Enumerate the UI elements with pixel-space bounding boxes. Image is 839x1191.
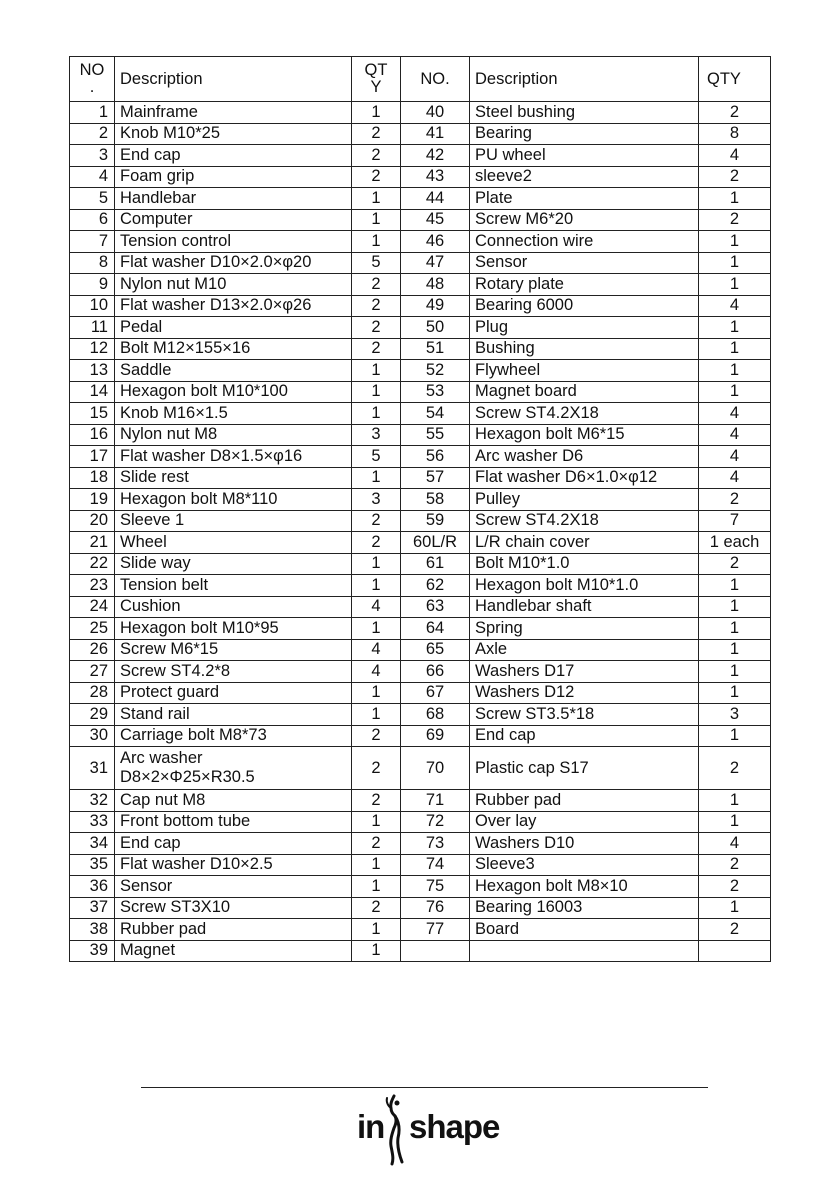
part-description: Carriage bolt M8*73: [115, 725, 352, 747]
part-quantity: 1: [352, 403, 401, 425]
header-qty: QT Y: [352, 57, 401, 102]
table-row: [70, 639, 771, 661]
part-quantity-2: 1: [699, 317, 771, 339]
part-description-2: [470, 940, 699, 962]
part-description-2: Rubber pad: [470, 790, 699, 812]
table-row: [70, 876, 771, 898]
part-quantity-2: 3: [699, 704, 771, 726]
part-description: End cap: [115, 833, 352, 855]
part-quantity-2: 1: [699, 596, 771, 618]
logo-text-shape: shape: [409, 1108, 500, 1145]
table-row: [70, 102, 771, 124]
part-description-2: Pulley: [470, 489, 699, 511]
table-row: [70, 489, 771, 511]
part-description-2: Flywheel: [470, 360, 699, 382]
part-number: 11: [70, 317, 115, 339]
table-row: [70, 682, 771, 704]
part-number: 38: [70, 919, 115, 941]
part-number-2: 77: [401, 919, 470, 941]
table-row: [70, 811, 771, 833]
table-header-row: [70, 57, 771, 102]
part-description-2: Washers D10: [470, 833, 699, 855]
part-quantity: 2: [352, 510, 401, 532]
part-number: 25: [70, 618, 115, 640]
part-number: 33: [70, 811, 115, 833]
part-description: Saddle: [115, 360, 352, 382]
part-description: Pedal: [115, 317, 352, 339]
part-number: 28: [70, 682, 115, 704]
part-number: 2: [70, 123, 115, 145]
part-number-2: 70: [401, 747, 470, 790]
table-body: [70, 102, 771, 962]
part-quantity-2: 2: [699, 102, 771, 124]
part-quantity: 2: [352, 123, 401, 145]
part-quantity: 2: [352, 790, 401, 812]
table-row: [70, 446, 771, 468]
part-quantity-2: 1: [699, 811, 771, 833]
part-quantity: 3: [352, 489, 401, 511]
logo-text-in: in: [357, 1108, 385, 1145]
part-quantity: 2: [352, 295, 401, 317]
part-description-2: Hexagon bolt M10*1.0: [470, 575, 699, 597]
part-quantity-2: 8: [699, 123, 771, 145]
part-number-2: 65: [401, 639, 470, 661]
table-row: [70, 252, 771, 274]
part-number-2: 74: [401, 854, 470, 876]
part-quantity-2: 2: [699, 553, 771, 575]
part-number: 29: [70, 704, 115, 726]
part-number-2: 53: [401, 381, 470, 403]
part-description-2: Plastic cap S17: [470, 747, 699, 790]
part-description-2: Magnet board: [470, 381, 699, 403]
part-quantity: 2: [352, 725, 401, 747]
part-description-2: Flat washer D6×1.0×φ12: [470, 467, 699, 489]
part-number-2: 48: [401, 274, 470, 296]
part-quantity: 1: [352, 876, 401, 898]
part-number: 9: [70, 274, 115, 296]
part-number-2: 43: [401, 166, 470, 188]
part-number: 20: [70, 510, 115, 532]
part-number: 24: [70, 596, 115, 618]
table-row: [70, 166, 771, 188]
table-row: [70, 747, 771, 790]
part-description: Wheel: [115, 532, 352, 554]
part-description-2: Rotary plate: [470, 274, 699, 296]
table-row: [70, 618, 771, 640]
part-description-2: Spring: [470, 618, 699, 640]
part-quantity: 1: [352, 618, 401, 640]
part-number-2: 73: [401, 833, 470, 855]
part-description-2: Plug: [470, 317, 699, 339]
part-quantity-2: 2: [699, 747, 771, 790]
table-row: [70, 381, 771, 403]
part-quantity-2: 1: [699, 188, 771, 210]
part-quantity-2: 2: [699, 919, 771, 941]
part-description: Handlebar: [115, 188, 352, 210]
parts-table: [69, 56, 771, 962]
part-description-2: L/R chain cover: [470, 532, 699, 554]
part-number-2: 63: [401, 596, 470, 618]
table-row: [70, 833, 771, 855]
part-description-2: End cap: [470, 725, 699, 747]
part-description-2: Screw ST4.2X18: [470, 510, 699, 532]
part-quantity-2: 4: [699, 403, 771, 425]
part-description-2: Bearing: [470, 123, 699, 145]
part-number-2: 51: [401, 338, 470, 360]
part-quantity: 3: [352, 424, 401, 446]
part-quantity-2: [699, 940, 771, 962]
part-quantity: 4: [352, 661, 401, 683]
part-number: 1: [70, 102, 115, 124]
part-quantity: 2: [352, 338, 401, 360]
part-description-2: Bushing: [470, 338, 699, 360]
part-number-2: 66: [401, 661, 470, 683]
part-quantity: 1: [352, 467, 401, 489]
part-quantity: 1: [352, 575, 401, 597]
table-row: [70, 295, 771, 317]
part-number: 36: [70, 876, 115, 898]
part-quantity-2: 1: [699, 360, 771, 382]
part-quantity: 2: [352, 897, 401, 919]
part-description: Tension belt: [115, 575, 352, 597]
table-row: [70, 317, 771, 339]
part-quantity: 5: [352, 446, 401, 468]
part-description: Cap nut M8: [115, 790, 352, 812]
part-description-2: Sleeve3: [470, 854, 699, 876]
part-quantity: 1: [352, 209, 401, 231]
part-number-2: 76: [401, 897, 470, 919]
part-number-2: 40: [401, 102, 470, 124]
part-description-2: Axle: [470, 639, 699, 661]
table-row: [70, 725, 771, 747]
part-quantity-2: 1 each: [699, 532, 771, 554]
table-row: [70, 940, 771, 962]
part-number-2: 57: [401, 467, 470, 489]
part-number: 4: [70, 166, 115, 188]
part-quantity-2: 2: [699, 209, 771, 231]
part-number-2: 50: [401, 317, 470, 339]
table-row: [70, 145, 771, 167]
part-number: 30: [70, 725, 115, 747]
part-quantity-2: 1: [699, 338, 771, 360]
part-number: 35: [70, 854, 115, 876]
table-row: [70, 596, 771, 618]
part-number: 14: [70, 381, 115, 403]
part-description: Hexagon bolt M8*110: [115, 489, 352, 511]
part-quantity: 2: [352, 274, 401, 296]
part-quantity-2: 4: [699, 145, 771, 167]
part-quantity: 1: [352, 854, 401, 876]
part-description-2: Hexagon bolt M8×10: [470, 876, 699, 898]
table-row: [70, 424, 771, 446]
part-number: 5: [70, 188, 115, 210]
part-description-2: Arc washer D6: [470, 446, 699, 468]
header-no: NO .: [70, 57, 115, 102]
part-number: 23: [70, 575, 115, 597]
table-row: [70, 854, 771, 876]
footer-divider: [141, 1087, 708, 1088]
table-row: [70, 209, 771, 231]
table-row: [70, 123, 771, 145]
part-number-2: 55: [401, 424, 470, 446]
part-quantity-2: 1: [699, 790, 771, 812]
part-quantity-2: 2: [699, 854, 771, 876]
part-number: 18: [70, 467, 115, 489]
part-description: Stand rail: [115, 704, 352, 726]
part-quantity-2: 4: [699, 833, 771, 855]
part-number-2: 58: [401, 489, 470, 511]
part-description-2: Over lay: [470, 811, 699, 833]
part-quantity: 1: [352, 188, 401, 210]
part-quantity-2: 1: [699, 575, 771, 597]
part-description-2: Hexagon bolt M6*15: [470, 424, 699, 446]
part-quantity-2: 1: [699, 897, 771, 919]
part-quantity-2: 4: [699, 467, 771, 489]
logo-figure-icon: [380, 1094, 408, 1166]
part-number: 21: [70, 532, 115, 554]
part-description: Tension control: [115, 231, 352, 253]
part-description: Mainframe: [115, 102, 352, 124]
part-number: 39: [70, 940, 115, 962]
part-description: Nylon nut M10: [115, 274, 352, 296]
part-description: Foam grip: [115, 166, 352, 188]
table-row: [70, 897, 771, 919]
part-number-2: 67: [401, 682, 470, 704]
part-number-2: 71: [401, 790, 470, 812]
part-number-2: 52: [401, 360, 470, 382]
part-quantity-2: 1: [699, 725, 771, 747]
part-number-2: 69: [401, 725, 470, 747]
part-description-2: Bolt M10*1.0: [470, 553, 699, 575]
part-quantity-2: 4: [699, 295, 771, 317]
part-quantity: 4: [352, 596, 401, 618]
part-number-2: 72: [401, 811, 470, 833]
part-number-2: 59: [401, 510, 470, 532]
part-number-2: 64: [401, 618, 470, 640]
part-description-2: PU wheel: [470, 145, 699, 167]
part-number: 26: [70, 639, 115, 661]
table-row: [70, 553, 771, 575]
part-number-2: 60L/R: [401, 532, 470, 554]
part-quantity: 1: [352, 811, 401, 833]
part-quantity: 1: [352, 704, 401, 726]
table-row: [70, 360, 771, 382]
part-description: Flat washer D8×1.5×φ16: [115, 446, 352, 468]
part-description-2: Washers D17: [470, 661, 699, 683]
part-description-2: Screw M6*20: [470, 209, 699, 231]
part-number-2: 42: [401, 145, 470, 167]
part-description: Slide way: [115, 553, 352, 575]
part-quantity: 1: [352, 360, 401, 382]
part-description-2: sleeve2: [470, 166, 699, 188]
part-description: End cap: [115, 145, 352, 167]
part-number-2: 62: [401, 575, 470, 597]
part-number-2: 75: [401, 876, 470, 898]
part-description: Nylon nut M8: [115, 424, 352, 446]
header-qty-2: QTY: [699, 57, 771, 102]
part-description: Sleeve 1: [115, 510, 352, 532]
part-quantity: 2: [352, 317, 401, 339]
part-number-2: 44: [401, 188, 470, 210]
part-description-2: Plate: [470, 188, 699, 210]
part-number: 10: [70, 295, 115, 317]
table-row: [70, 231, 771, 253]
part-description: Front bottom tube: [115, 811, 352, 833]
part-quantity: 5: [352, 252, 401, 274]
part-quantity: 1: [352, 553, 401, 575]
part-description-2: Board: [470, 919, 699, 941]
part-quantity: 2: [352, 747, 401, 790]
part-quantity-2: 1: [699, 618, 771, 640]
part-number: 6: [70, 209, 115, 231]
part-description-2: Sensor: [470, 252, 699, 274]
part-quantity-2: 1: [699, 274, 771, 296]
table-row: [70, 338, 771, 360]
part-description-2: Connection wire: [470, 231, 699, 253]
table-row: [70, 403, 771, 425]
part-number: 3: [70, 145, 115, 167]
part-description-2: Handlebar shaft: [470, 596, 699, 618]
part-quantity-2: 1: [699, 231, 771, 253]
part-quantity: 1: [352, 682, 401, 704]
table-row: [70, 919, 771, 941]
part-number-2: 46: [401, 231, 470, 253]
part-quantity: 1: [352, 940, 401, 962]
part-description: Screw ST4.2*8: [115, 661, 352, 683]
part-quantity-2: 1: [699, 639, 771, 661]
part-number: 27: [70, 661, 115, 683]
part-description: Hexagon bolt M10*100: [115, 381, 352, 403]
table-row: [70, 532, 771, 554]
part-quantity-2: 4: [699, 446, 771, 468]
part-number-2: 47: [401, 252, 470, 274]
part-number-2: 56: [401, 446, 470, 468]
part-description-2: Bearing 6000: [470, 295, 699, 317]
part-quantity: 1: [352, 919, 401, 941]
part-quantity-2: 1: [699, 682, 771, 704]
table-row: [70, 790, 771, 812]
part-description: Sensor: [115, 876, 352, 898]
part-quantity: 2: [352, 166, 401, 188]
part-description-2: Screw ST4.2X18: [470, 403, 699, 425]
table-row: [70, 704, 771, 726]
part-number: 13: [70, 360, 115, 382]
part-description-2: Bearing 16003: [470, 897, 699, 919]
part-description: Flat washer D10×2.0×φ20: [115, 252, 352, 274]
part-description: Screw M6*15: [115, 639, 352, 661]
part-number: 32: [70, 790, 115, 812]
header-no-2: NO.: [401, 57, 470, 102]
part-quantity: 2: [352, 532, 401, 554]
part-description-2: Washers D12: [470, 682, 699, 704]
part-quantity-2: 2: [699, 166, 771, 188]
part-number-2: 45: [401, 209, 470, 231]
part-number-2: 61: [401, 553, 470, 575]
part-quantity-2: 1: [699, 661, 771, 683]
inshape-logo: [355, 1094, 500, 1166]
part-description: Rubber pad: [115, 919, 352, 941]
table-row: [70, 188, 771, 210]
part-description: Knob M10*25: [115, 123, 352, 145]
part-number-2: 54: [401, 403, 470, 425]
part-quantity: 1: [352, 381, 401, 403]
part-number: 16: [70, 424, 115, 446]
part-description: Bolt M12×155×16: [115, 338, 352, 360]
part-quantity: 1: [352, 102, 401, 124]
part-quantity-2: 2: [699, 876, 771, 898]
header-description: Description: [115, 57, 352, 102]
part-number: 31: [70, 747, 115, 790]
part-description: Hexagon bolt M10*95: [115, 618, 352, 640]
part-quantity-2: 7: [699, 510, 771, 532]
part-description-2: Steel bushing: [470, 102, 699, 124]
table-row: [70, 661, 771, 683]
part-description-2: Screw ST3.5*18: [470, 704, 699, 726]
part-quantity: 2: [352, 145, 401, 167]
part-number: 37: [70, 897, 115, 919]
part-number: 7: [70, 231, 115, 253]
table-row: [70, 510, 771, 532]
part-description: Slide rest: [115, 467, 352, 489]
part-description: Knob M16×1.5: [115, 403, 352, 425]
part-number: 8: [70, 252, 115, 274]
part-quantity: 1: [352, 231, 401, 253]
table-row: [70, 575, 771, 597]
part-number-2: 68: [401, 704, 470, 726]
part-description: Computer: [115, 209, 352, 231]
part-description: Protect guard: [115, 682, 352, 704]
part-quantity-2: 1: [699, 381, 771, 403]
part-quantity: 4: [352, 639, 401, 661]
part-number: 15: [70, 403, 115, 425]
part-number: 22: [70, 553, 115, 575]
part-description: Flat washer D13×2.0×φ26: [115, 295, 352, 317]
part-number: 19: [70, 489, 115, 511]
header-description-2: Description: [470, 57, 699, 102]
part-number: 34: [70, 833, 115, 855]
part-quantity-2: 1: [699, 252, 771, 274]
part-quantity: 2: [352, 833, 401, 855]
part-number-2: 41: [401, 123, 470, 145]
part-number: 12: [70, 338, 115, 360]
part-quantity-2: 4: [699, 424, 771, 446]
part-description: Cushion: [115, 596, 352, 618]
part-description: Arc washer D8×2×Φ25×R30.5: [115, 747, 352, 790]
table-row: [70, 467, 771, 489]
part-description: Screw ST3X10: [115, 897, 352, 919]
part-quantity-2: 2: [699, 489, 771, 511]
part-number: 17: [70, 446, 115, 468]
table-row: [70, 274, 771, 296]
part-description: Flat washer D10×2.5: [115, 854, 352, 876]
part-description: Magnet: [115, 940, 352, 962]
part-number-2: 49: [401, 295, 470, 317]
part-number-2: [401, 940, 470, 962]
